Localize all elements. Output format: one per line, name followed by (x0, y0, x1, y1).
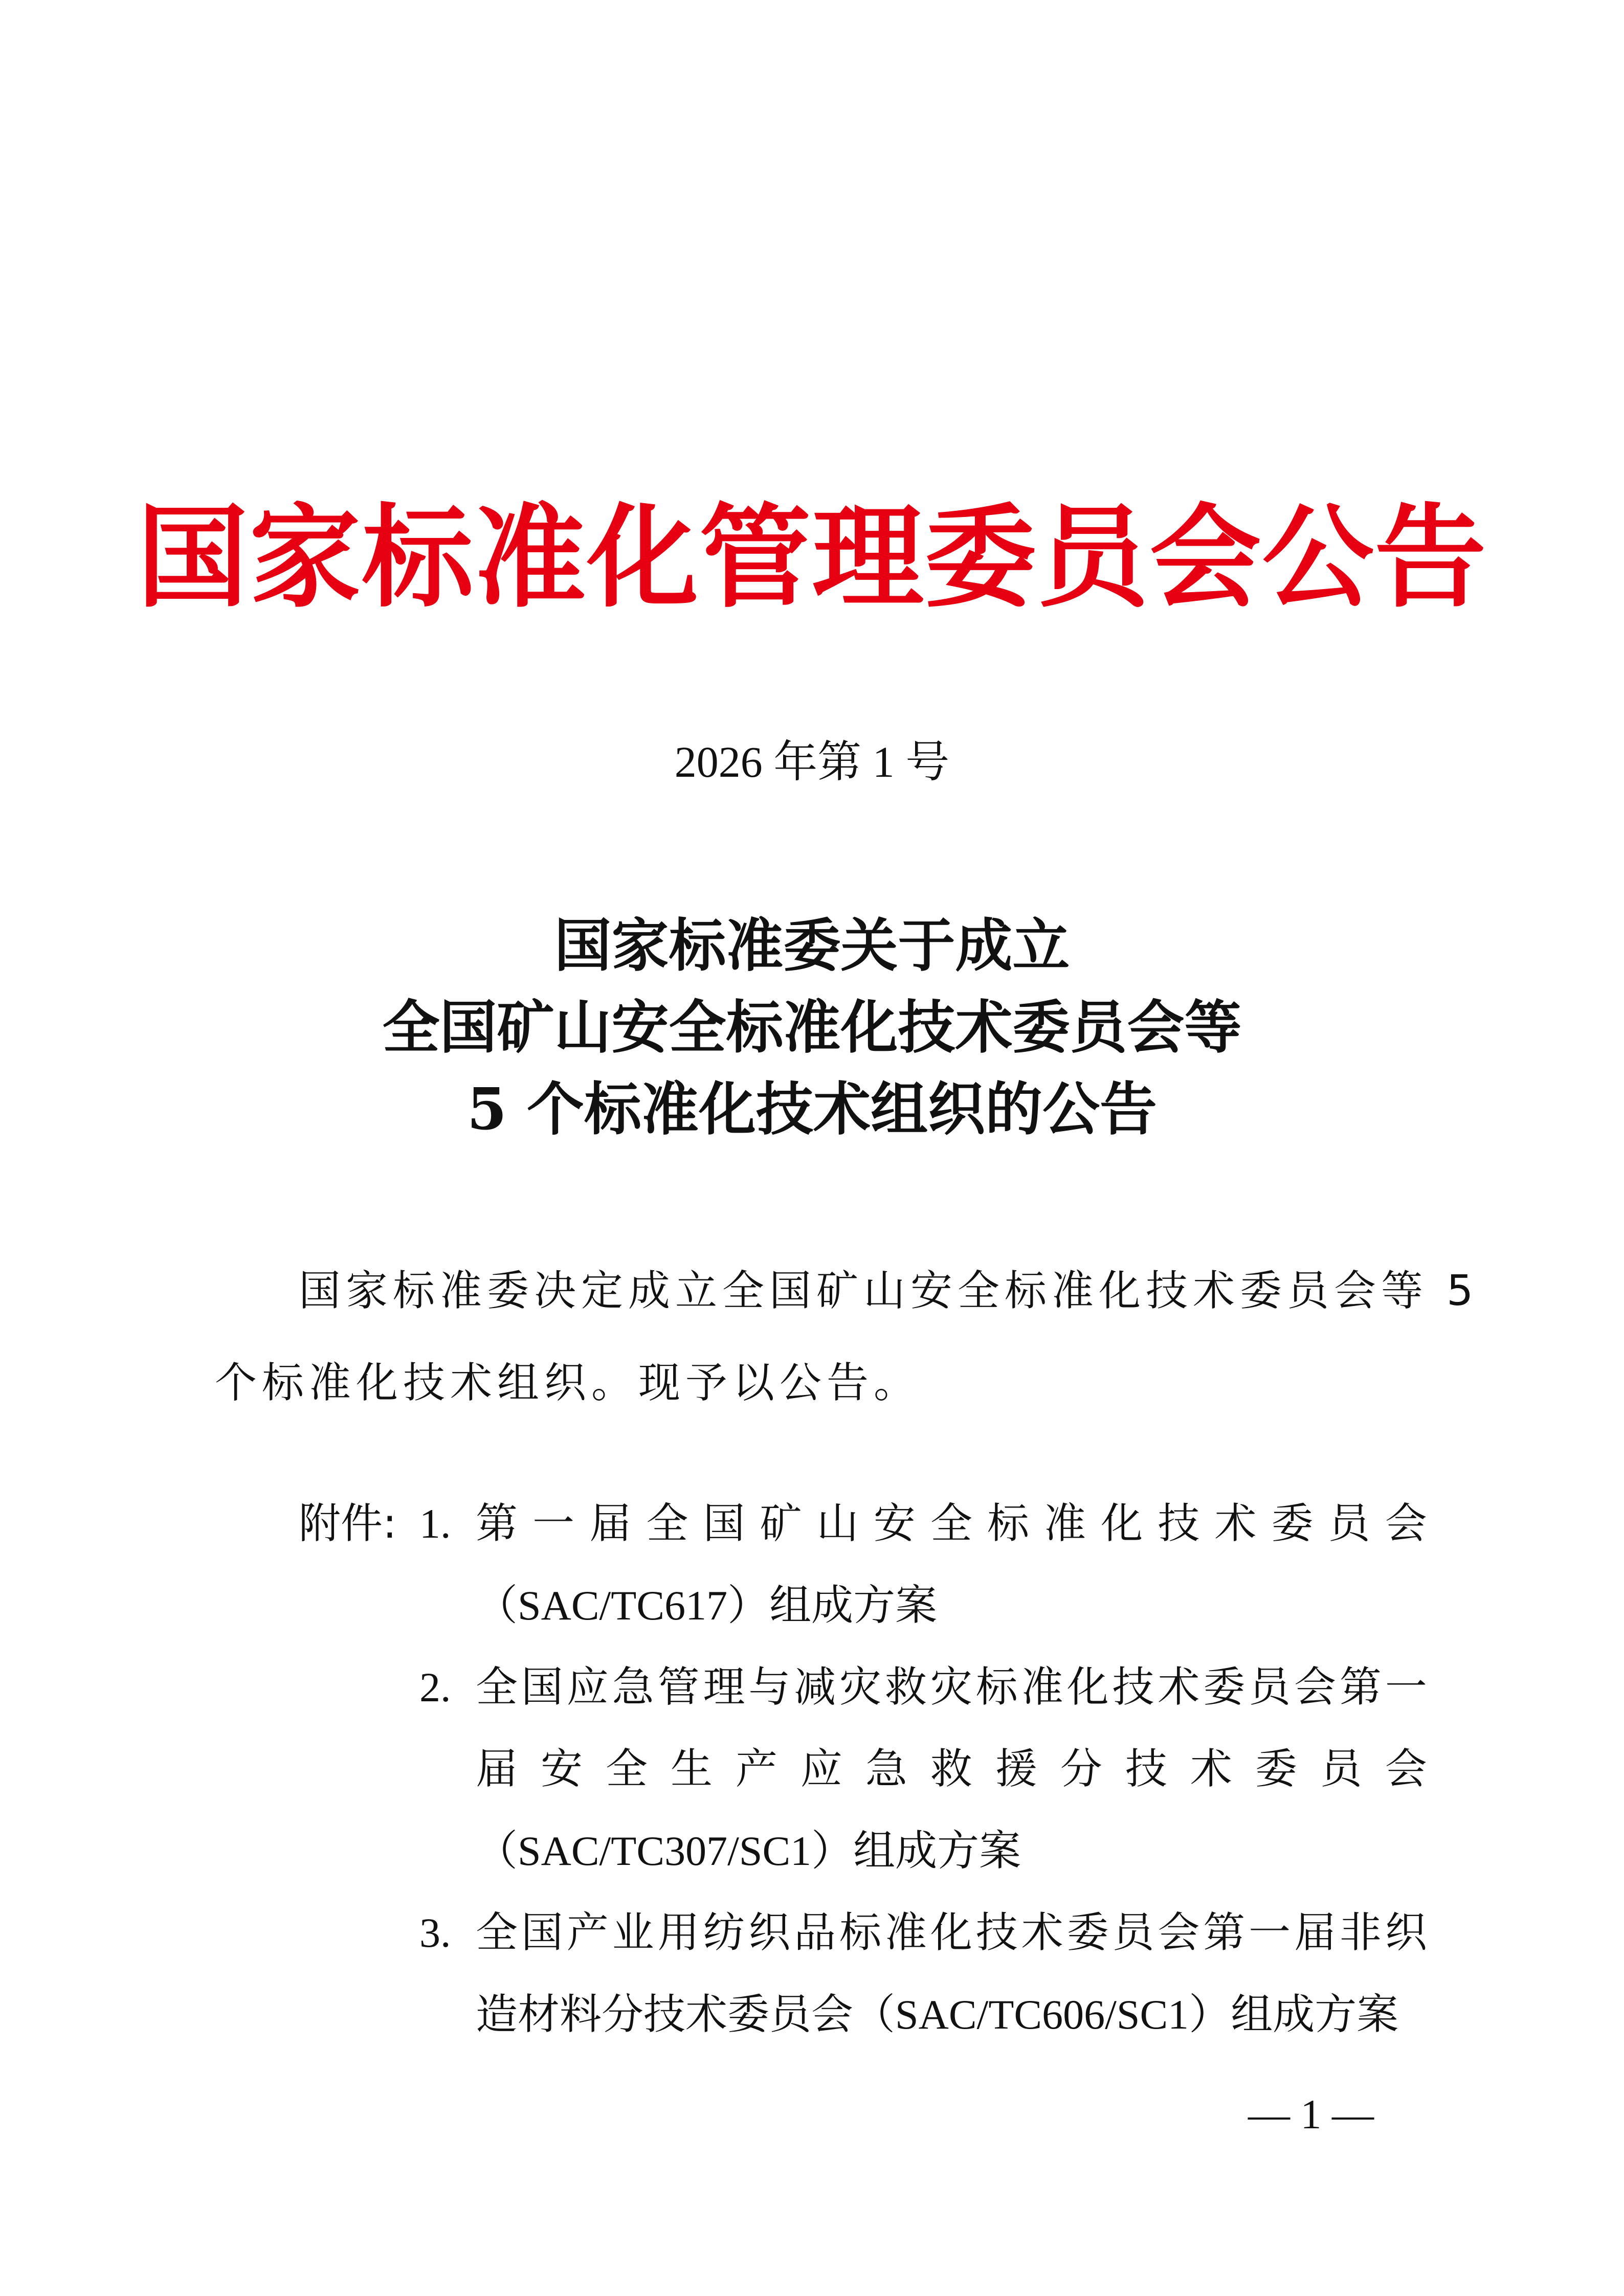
attachment-item-1 (215, 1483, 1427, 1565)
justified-char: 届 (1294, 1908, 1337, 1957)
justified-char: 技 (1125, 1745, 1167, 1793)
attachment-number: 3. (419, 1909, 451, 1956)
justified-char: 委 (1271, 1499, 1314, 1548)
justified-char: 全 (476, 1663, 518, 1712)
document-number: 2026 年第 1 号 (674, 737, 950, 786)
justified-char: 技 (1112, 1663, 1154, 1712)
justified-char: 灾 (930, 1663, 972, 1712)
attachment-line (476, 1974, 1398, 2056)
justified-char: 技 (1158, 1499, 1200, 1548)
justified-char: 员 (1249, 1663, 1291, 1712)
justified-char: 急 (865, 1745, 907, 1793)
justified-char: 救 (885, 1663, 927, 1712)
justified-char: 用 (657, 1908, 700, 1957)
title-line-2: 全国矿山安全标准化技术委员会等 (382, 994, 1242, 1061)
justified-char: 织 (748, 1908, 791, 1957)
justified-char: 化 (930, 1908, 972, 1957)
justified-char: 国 (703, 1499, 745, 1548)
attachment-line (476, 1892, 1427, 1974)
justified-char: 准 (1044, 1499, 1086, 1548)
attachment-item-2-cont2 (215, 1810, 1427, 1892)
attachment-number: 2. (419, 1664, 451, 1710)
justified-char: 技 (975, 1908, 1018, 1957)
attachment-line (476, 1728, 1427, 1810)
justified-char: 准 (1021, 1663, 1063, 1712)
justified-char: 术 (1190, 1745, 1232, 1793)
attachment-item-3 (215, 1892, 1427, 1974)
justified-char: 术 (1214, 1499, 1257, 1548)
justified-char: 一 (1249, 1908, 1291, 1957)
justified-char: 产 (566, 1908, 609, 1957)
attachments-list (215, 1483, 1427, 2056)
justified-char: 安 (873, 1499, 916, 1548)
attachment-item-2-cont (215, 1728, 1427, 1810)
attachment-item-2 (215, 1647, 1427, 1728)
justified-char: 全 (930, 1499, 972, 1548)
paragraph-line-1: 国家标准委决定成立全国矿山安全标准化技术委员会等 5 (299, 1267, 1479, 1315)
justified-char: 员 (1320, 1745, 1362, 1793)
justified-char: 应 (566, 1663, 609, 1712)
attachment-line (476, 1483, 1427, 1565)
justified-char: 分 (1060, 1745, 1102, 1793)
justified-char: 第 (1339, 1663, 1382, 1712)
justified-char: 全 (646, 1499, 688, 1548)
justified-char: 生 (670, 1745, 713, 1793)
justified-char: 救 (930, 1745, 972, 1793)
justified-char: 第 (476, 1499, 518, 1548)
justified-char: 标 (987, 1499, 1029, 1548)
body-paragraph (215, 1245, 1479, 1429)
justified-char: 品 (794, 1908, 836, 1957)
attachment-suffix: 组成方案 (853, 1827, 1021, 1875)
justified-char: 第 (1203, 1908, 1245, 1957)
justified-char: 产 (735, 1745, 777, 1793)
attachment-line (476, 1565, 937, 1647)
justified-char: 与 (748, 1663, 791, 1712)
justified-char: 国 (521, 1663, 563, 1712)
justified-char: 急 (612, 1663, 654, 1712)
justified-char: 非 (1339, 1908, 1382, 1957)
committee-code: （SAC/TC606/SC1） (853, 1991, 1231, 2038)
justified-char: 会 (1158, 1908, 1200, 1957)
justified-char: 术 (1158, 1663, 1200, 1712)
justified-char: 安 (540, 1745, 583, 1793)
justified-char: 业 (612, 1908, 654, 1957)
justified-char: 届 (589, 1499, 632, 1548)
committee-code: （SAC/TC307/SC1） (476, 1828, 854, 1874)
justified-char: 减 (794, 1663, 836, 1712)
justified-char: 委 (1255, 1745, 1297, 1793)
justified-char: 员 (1328, 1499, 1370, 1548)
title-line-1: 国家标准委关于成立 (554, 912, 1070, 979)
justified-char: 术 (1021, 1908, 1063, 1957)
announcement-title (0, 905, 1624, 1151)
justified-char: 委 (1066, 1908, 1109, 1957)
justified-char: 国 (521, 1908, 563, 1957)
justified-char: 管 (657, 1663, 700, 1712)
justified-char: 织 (1385, 1908, 1427, 1957)
title-line-3: 5 个标准化技术组织的公告 (467, 1076, 1157, 1143)
justified-char: 员 (1112, 1908, 1154, 1957)
justified-char: 全 (476, 1908, 518, 1957)
attachments-label: 附件: (299, 1499, 397, 1548)
justified-char: 一 (1385, 1663, 1427, 1712)
justified-char: 标 (975, 1663, 1018, 1712)
justified-char: 纺 (703, 1908, 745, 1957)
justified-char: 山 (816, 1499, 859, 1548)
justified-char: 全 (605, 1745, 648, 1793)
attachment-prefix: 造材料分技术委员会 (476, 1990, 854, 2039)
masthead-title: 国家标准化管理委员会公告 (137, 492, 1487, 623)
attachment-item-3-cont (215, 1974, 1427, 2056)
justified-char: 灾 (839, 1663, 882, 1712)
attachment-number: 1. (419, 1500, 451, 1547)
justified-char: 化 (1101, 1499, 1143, 1548)
justified-char: 会 (1385, 1745, 1427, 1793)
justified-char: 会 (1294, 1663, 1337, 1712)
justified-char: 矿 (760, 1499, 802, 1548)
attachment-line (476, 1810, 1021, 1892)
attachment-suffix: 组成方案 (1231, 1990, 1399, 2039)
justified-char: 一 (532, 1499, 575, 1548)
justified-char: 委 (1203, 1663, 1245, 1712)
attachment-line (476, 1647, 1427, 1728)
paragraph-line-2: 个标准化技术组织。现予以公告。 (215, 1359, 921, 1407)
justified-char: 援 (995, 1745, 1037, 1793)
justified-char: 会 (1385, 1499, 1427, 1548)
justified-char: 应 (800, 1745, 842, 1793)
justified-char: 准 (885, 1908, 927, 1957)
committee-code: （SAC/TC617） (476, 1582, 770, 1629)
justified-char: 化 (1066, 1663, 1109, 1712)
attachment-item-1-cont (215, 1565, 1427, 1647)
justified-char: 标 (839, 1908, 882, 1957)
justified-char: 届 (476, 1745, 518, 1793)
justified-char: 理 (703, 1663, 745, 1712)
attachment-suffix: 组成方案 (769, 1581, 938, 1630)
page-number: — 1 — (1248, 2091, 1374, 2137)
